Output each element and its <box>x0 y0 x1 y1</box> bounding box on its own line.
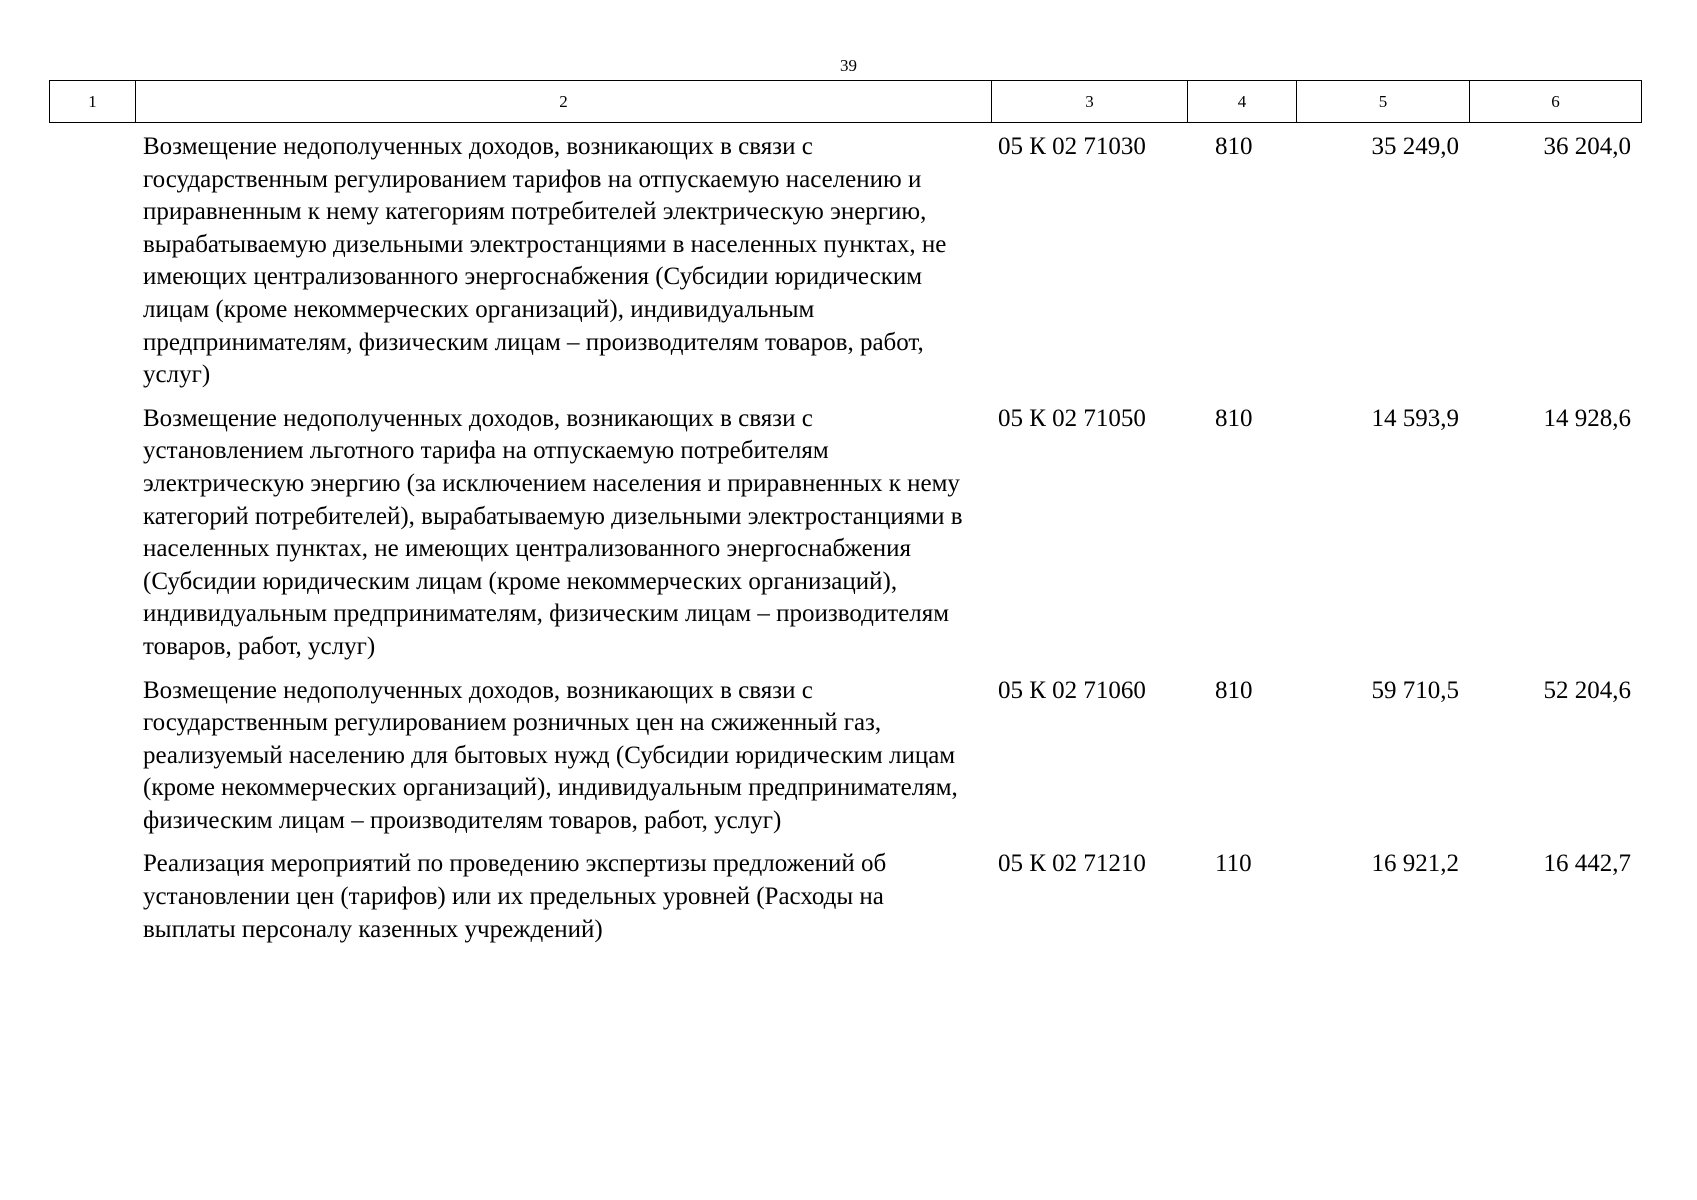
column-header-2: 2 <box>136 81 992 123</box>
row-description: Возмещение недополученных доходов, возникающих в связи с государственным регулированием розничных цен на сжиженный газ, реализуемый населению для бытовых нужд (Субсидии юридическим лицам (кроме некоммерческих организаций), индивидуальным предпринимателям, физическим лицам – производителям товаров, работ, услуг) <box>143 676 958 834</box>
row-target-article-code: 05 К 02 71060 <box>998 676 1146 704</box>
page-number: 39 <box>840 56 857 75</box>
row-amount-col5: 14 593,9 <box>1371 404 1459 432</box>
table-row <box>0 848 1697 946</box>
row-amount-col5: 16 921,2 <box>1371 850 1459 878</box>
row-amount-col5: 35 249,0 <box>1371 133 1459 160</box>
row-description: Возмещение недополученных доходов, возникающих в связи с установлением льготного тарифа на отпускаемую потребителям электрическую энергию (за исключением населения и приравненных к нему категорий потребителей), вырабатываемую дизельными электростанциями в населенных пунктах, не имеющих централизованного энергоснабжения (Субсидии юридическим лицам (кроме некоммерческих организаций), индивидуальным предпринимателям, физическим лицам – производителям товаров, работ, услуг) <box>143 404 963 660</box>
row-amount-col6: 14 928,6 <box>1543 404 1631 432</box>
row-amount-col6: 36 204,0 <box>1543 133 1631 160</box>
row-description: Возмещение недополученных доходов, возникающих в связи с государственным регулированием тарифов на отпускаемую населению и приравненным к нему категориям потребителей электрическую энергию, вырабатываемую дизельными электростанциями в населенных пунктах, не имеющих централизованного энергоснабжения (Субсидии юридическим лицам (кроме некоммерческих организаций), индивидуальным предпринимателям, физическим лицам – производителям товаров, работ, услуг) <box>143 133 947 389</box>
column-header-row <box>50 81 1642 123</box>
row-expense-type-code: 810 <box>1215 676 1253 704</box>
column-header-6: 6 <box>1470 81 1642 123</box>
row-target-article-code: 05 К 02 71210 <box>998 850 1146 878</box>
row-expense-type-code: 810 <box>1215 133 1253 160</box>
table-body <box>0 131 1697 957</box>
row-expense-type-code: 810 <box>1215 404 1253 432</box>
column-header-4: 4 <box>1188 81 1297 123</box>
column-header-1: 1 <box>50 81 136 123</box>
table-row <box>0 131 1697 392</box>
row-expense-type-code: 110 <box>1215 850 1252 878</box>
row-description: Реализация мероприятий по проведению экспертизы предложений об установлении цен (тарифов) или их предельных уровней (Расходы на выплаты персоналу казенных учреждений) <box>143 850 887 943</box>
column-header-5: 5 <box>1297 81 1470 123</box>
column-header-table <box>49 80 1642 123</box>
column-header-3: 3 <box>992 81 1188 123</box>
row-amount-col6: 52 204,6 <box>1543 676 1631 704</box>
row-amount-col6: 16 442,7 <box>1543 850 1631 878</box>
row-amount-col5: 59 710,5 <box>1371 676 1459 704</box>
row-target-article-code: 05 К 02 71030 <box>998 133 1146 160</box>
table-row <box>0 403 1697 664</box>
row-target-article-code: 05 К 02 71050 <box>998 404 1146 432</box>
table-row <box>0 675 1697 838</box>
